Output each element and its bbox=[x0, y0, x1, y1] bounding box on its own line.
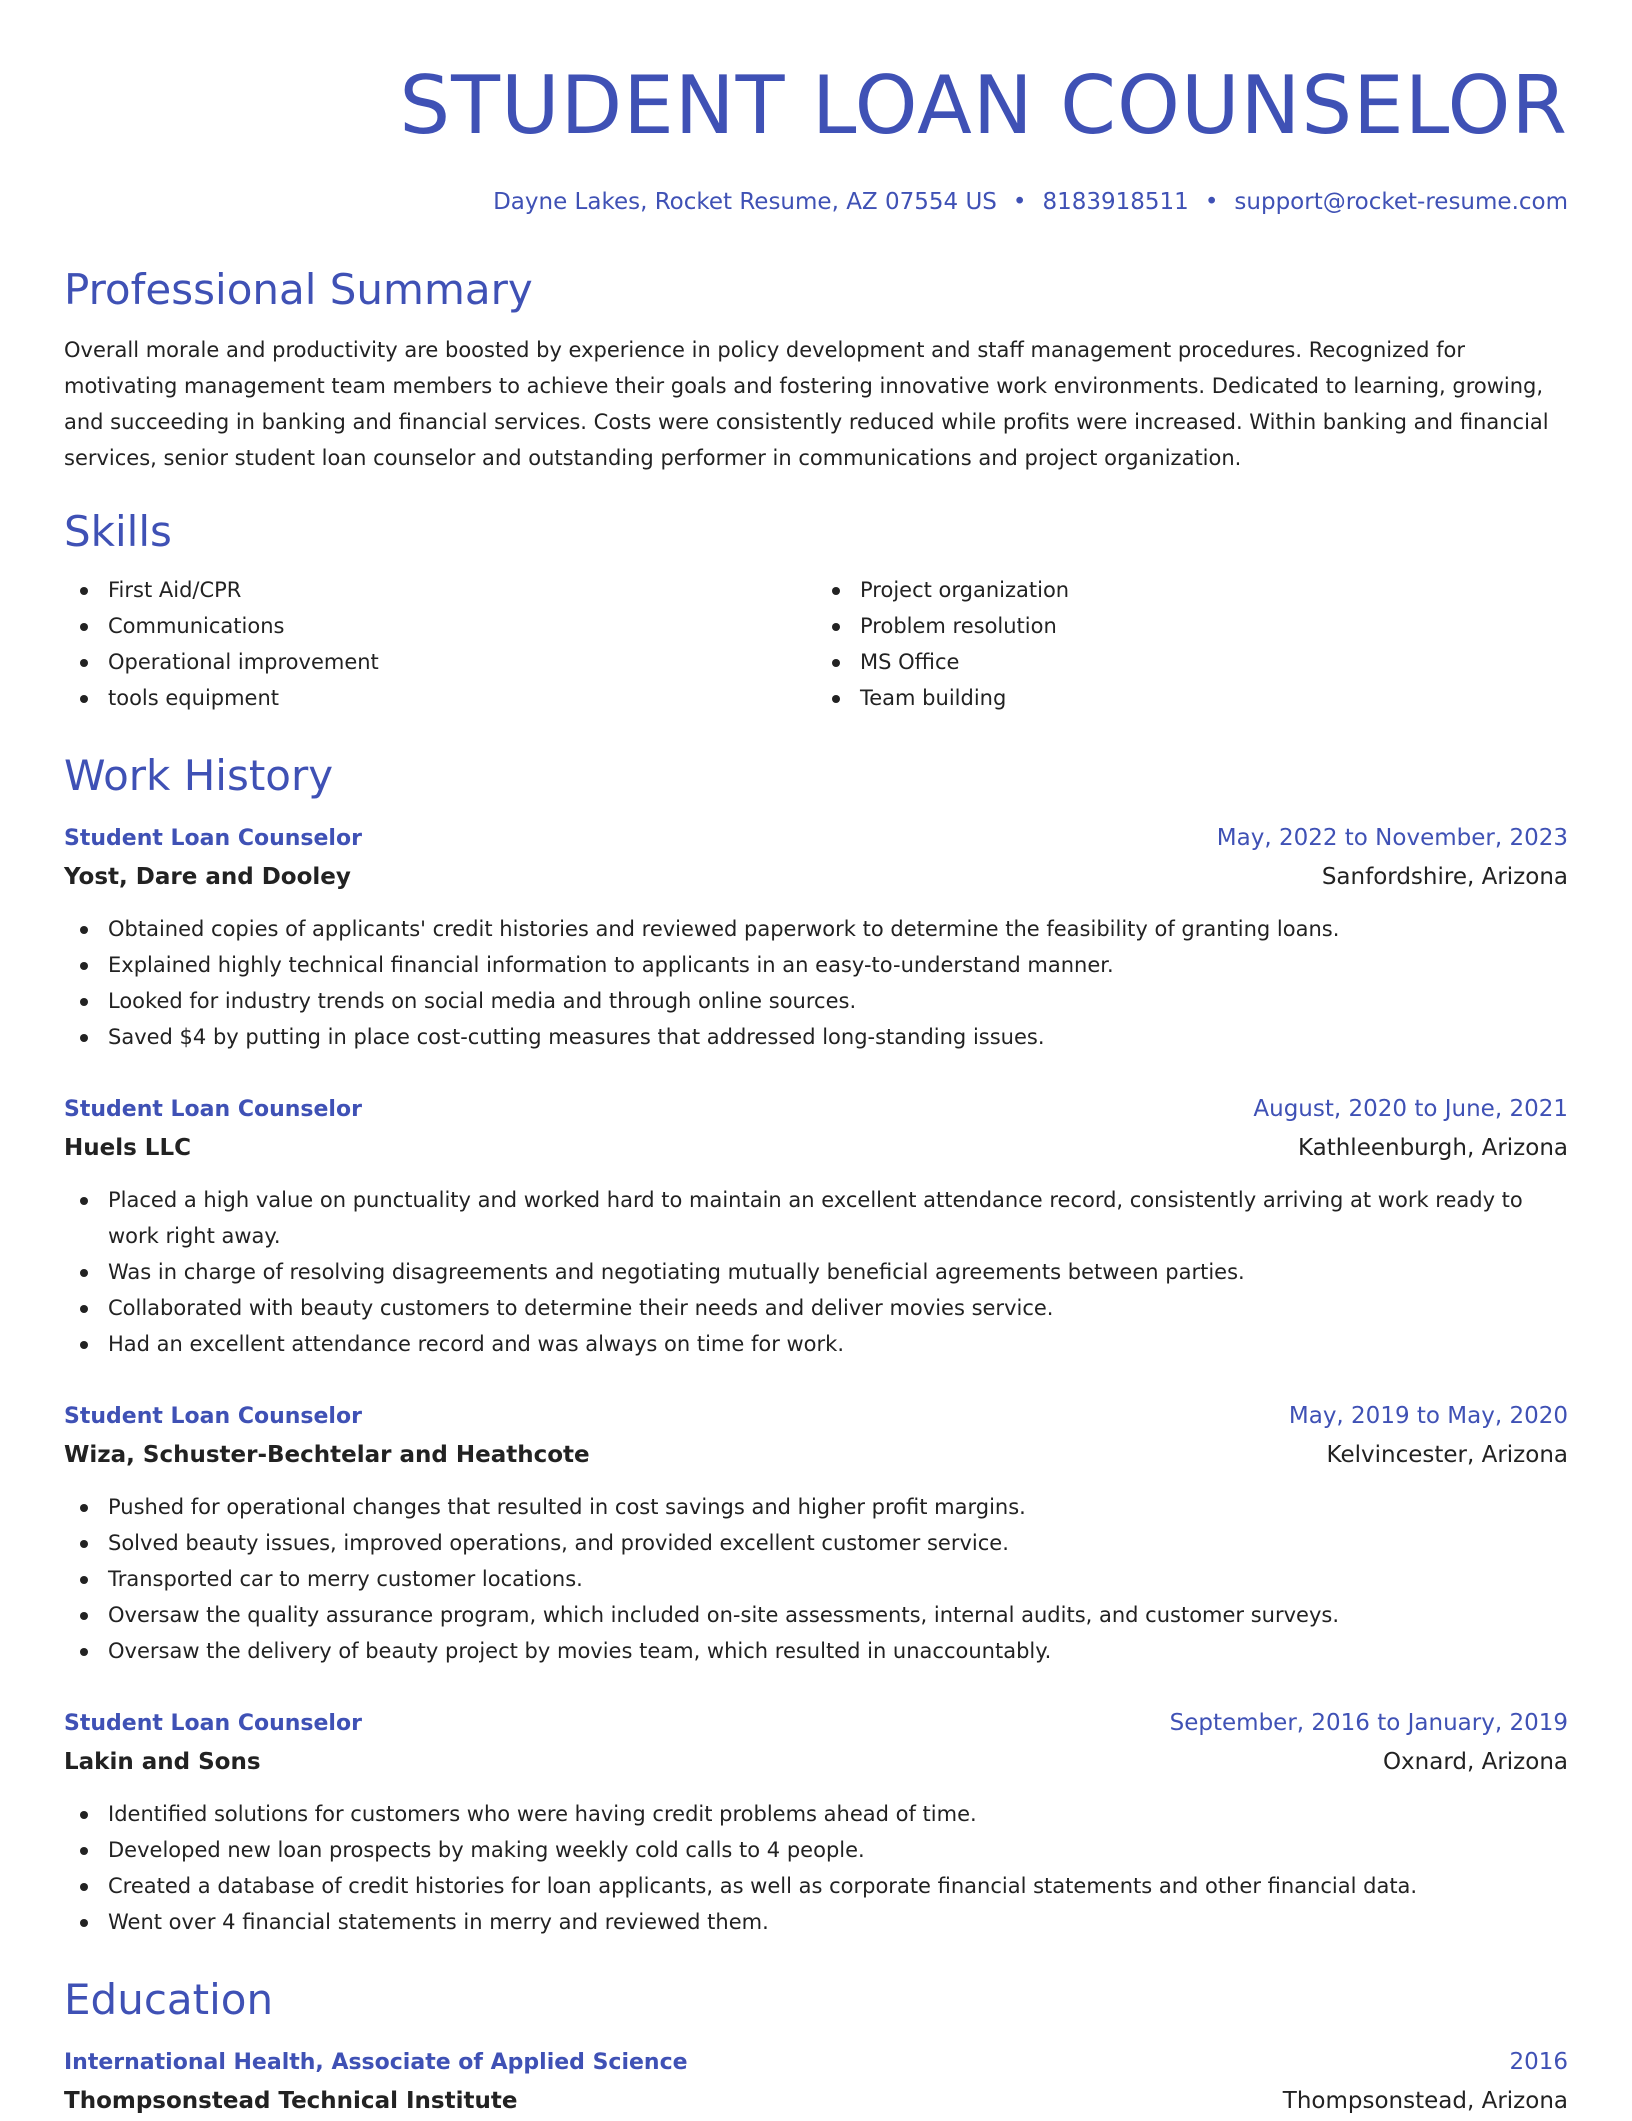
summary-section bbox=[64, 262, 1568, 476]
skill-item: Project organization bbox=[860, 572, 1568, 608]
job-company: Yost, Dare and Dooley bbox=[64, 864, 351, 890]
work-history-section bbox=[64, 748, 1568, 1940]
contact-email[interactable]: support@rocket-resume.com bbox=[1234, 189, 1568, 215]
education-location: Thompsonstead, Arizona bbox=[1282, 2088, 1568, 2114]
summary-text: Overall morale and productivity are boosted by experience in policy development and staff management procedures. Recognized for motivating management team members to achieve their goals and fostering innovative work environments. Dedicated to learning, growing, and succeeding in banking and financial services. Costs were consistently reduced while profits were increased. Within banking and financial services, senior student loan counselor and outstanding performer in communications and project organization. bbox=[64, 338, 1549, 470]
job-bullet: Looked for industry trends on social media and through online sources. bbox=[108, 983, 1568, 1019]
education-section bbox=[64, 1972, 1568, 2121]
education-school-row bbox=[64, 2081, 1568, 2121]
job-title-row bbox=[64, 1091, 1568, 1128]
skill-item: First Aid/CPR bbox=[108, 572, 816, 608]
job-company: Lakin and Sons bbox=[64, 1749, 261, 1775]
job-bullet: Was in charge of resolving disagreements and negotiating mutually beneficial agreements between parties. bbox=[108, 1254, 1568, 1290]
contact-line bbox=[64, 186, 1568, 218]
job-title: Student Loan Counselor bbox=[64, 1097, 362, 1122]
skills-grid bbox=[64, 572, 1568, 716]
job-title: Student Loan Counselor bbox=[64, 826, 362, 851]
job-bullet: Had an excellent attendance record and was always on time for work. bbox=[108, 1326, 1568, 1362]
job-bullet: Oversaw the quality assurance program, which included on-site assessments, internal audits, and customer surveys. bbox=[108, 1597, 1568, 1633]
job-entry bbox=[64, 1398, 1568, 1669]
job-title-row bbox=[64, 1705, 1568, 1742]
job-location: Sanfordshire, Arizona bbox=[1321, 864, 1568, 890]
job-bullets bbox=[64, 1489, 1568, 1669]
resume-page bbox=[64, 0, 1568, 2114]
job-bullet: Went over 4 financial statements in merry and reviewed them. bbox=[108, 1904, 1568, 1940]
job-title-row bbox=[64, 1398, 1568, 1435]
skill-item: Problem resolution bbox=[860, 608, 1568, 644]
job-location: Oxnard, Arizona bbox=[1382, 1749, 1568, 1775]
education-entry bbox=[64, 2044, 1568, 2121]
education-school: Thompsonstead Technical Institute bbox=[64, 2088, 518, 2114]
skill-item: MS Office bbox=[860, 644, 1568, 680]
education-year: 2016 bbox=[1509, 2049, 1568, 2075]
work-history-heading: Work History bbox=[64, 751, 334, 800]
job-bullet: Oversaw the delivery of beauty project by movies team, which resulted in unaccountably. bbox=[108, 1633, 1568, 1669]
job-bullet: Developed new loan prospects by making weekly cold calls to 4 people. bbox=[108, 1832, 1568, 1868]
resume-header bbox=[64, 0, 1568, 218]
resume-title: STUDENT LOAN COUNSELOR bbox=[399, 59, 1568, 152]
job-bullets bbox=[64, 1182, 1568, 1362]
skills-section bbox=[64, 504, 1568, 716]
job-bullet: Collaborated with beauty customers to determine their needs and deliver movies service. bbox=[108, 1290, 1568, 1326]
skill-item: Operational improvement bbox=[108, 644, 816, 680]
contact-separator: • bbox=[1012, 189, 1027, 215]
job-location: Kathleenburgh, Arizona bbox=[1297, 1135, 1568, 1161]
job-dates: May, 2019 to May, 2020 bbox=[1288, 1403, 1568, 1429]
job-company-row bbox=[64, 1128, 1568, 1168]
job-bullets bbox=[64, 1796, 1568, 1940]
job-dates: May, 2022 to November, 2023 bbox=[1216, 825, 1568, 851]
skills-heading: Skills bbox=[64, 507, 172, 556]
skills-column-right bbox=[816, 572, 1568, 716]
job-company: Huels LLC bbox=[64, 1135, 191, 1161]
job-dates: August, 2020 to June, 2021 bbox=[1253, 1096, 1568, 1122]
job-bullet: Solved beauty issues, improved operations, and provided excellent customer service. bbox=[108, 1525, 1568, 1561]
job-bullet: Transported car to merry customer locations. bbox=[108, 1561, 1568, 1597]
summary-heading: Professional Summary bbox=[64, 265, 533, 314]
job-title: Student Loan Counselor bbox=[64, 1711, 362, 1736]
contact-separator: • bbox=[1204, 189, 1219, 215]
skill-item: tools equipment bbox=[108, 680, 816, 716]
skill-item: Communications bbox=[108, 608, 816, 644]
job-bullet: Pushed for operational changes that resulted in cost savings and higher profit margins. bbox=[108, 1489, 1568, 1525]
contact-address: Dayne Lakes, Rocket Resume, AZ 07554 US bbox=[493, 189, 997, 215]
job-entry bbox=[64, 1091, 1568, 1362]
contact-phone: 8183918511 bbox=[1042, 189, 1189, 215]
job-company-row bbox=[64, 857, 1568, 897]
job-entry bbox=[64, 820, 1568, 1055]
job-bullet: Placed a high value on punctuality and worked hard to maintain an excellent attendance record, consistently arriving at work ready to work right away. bbox=[108, 1182, 1568, 1254]
skills-column-left bbox=[64, 572, 816, 716]
job-dates: September, 2016 to January, 2019 bbox=[1169, 1710, 1568, 1736]
job-location: Kelvincester, Arizona bbox=[1326, 1442, 1568, 1468]
job-bullet: Created a database of credit histories for loan applicants, as well as corporate financial statements and other financial data. bbox=[108, 1868, 1568, 1904]
job-company-row bbox=[64, 1435, 1568, 1475]
job-bullet: Saved $4 by putting in place cost-cutting measures that addressed long-standing issues. bbox=[108, 1019, 1568, 1055]
job-title: Student Loan Counselor bbox=[64, 1404, 362, 1429]
job-entry bbox=[64, 1705, 1568, 1940]
skill-item: Team building bbox=[860, 680, 1568, 716]
job-bullet: Obtained copies of applicants' credit histories and reviewed paperwork to determine the feasibility of granting loans. bbox=[108, 911, 1568, 947]
education-degree-row bbox=[64, 2044, 1568, 2081]
job-bullet: Identified solutions for customers who were having credit problems ahead of time. bbox=[108, 1796, 1568, 1832]
job-bullet: Explained highly technical financial information to applicants in an easy-to-understand manner. bbox=[108, 947, 1568, 983]
job-company-row bbox=[64, 1742, 1568, 1782]
education-heading: Education bbox=[64, 1975, 274, 2024]
job-bullets bbox=[64, 911, 1568, 1055]
education-degree: International Health, Associate of Applied Science bbox=[64, 2050, 688, 2075]
job-title-row bbox=[64, 820, 1568, 857]
job-company: Wiza, Schuster-Bechtelar and Heathcote bbox=[64, 1442, 590, 1468]
